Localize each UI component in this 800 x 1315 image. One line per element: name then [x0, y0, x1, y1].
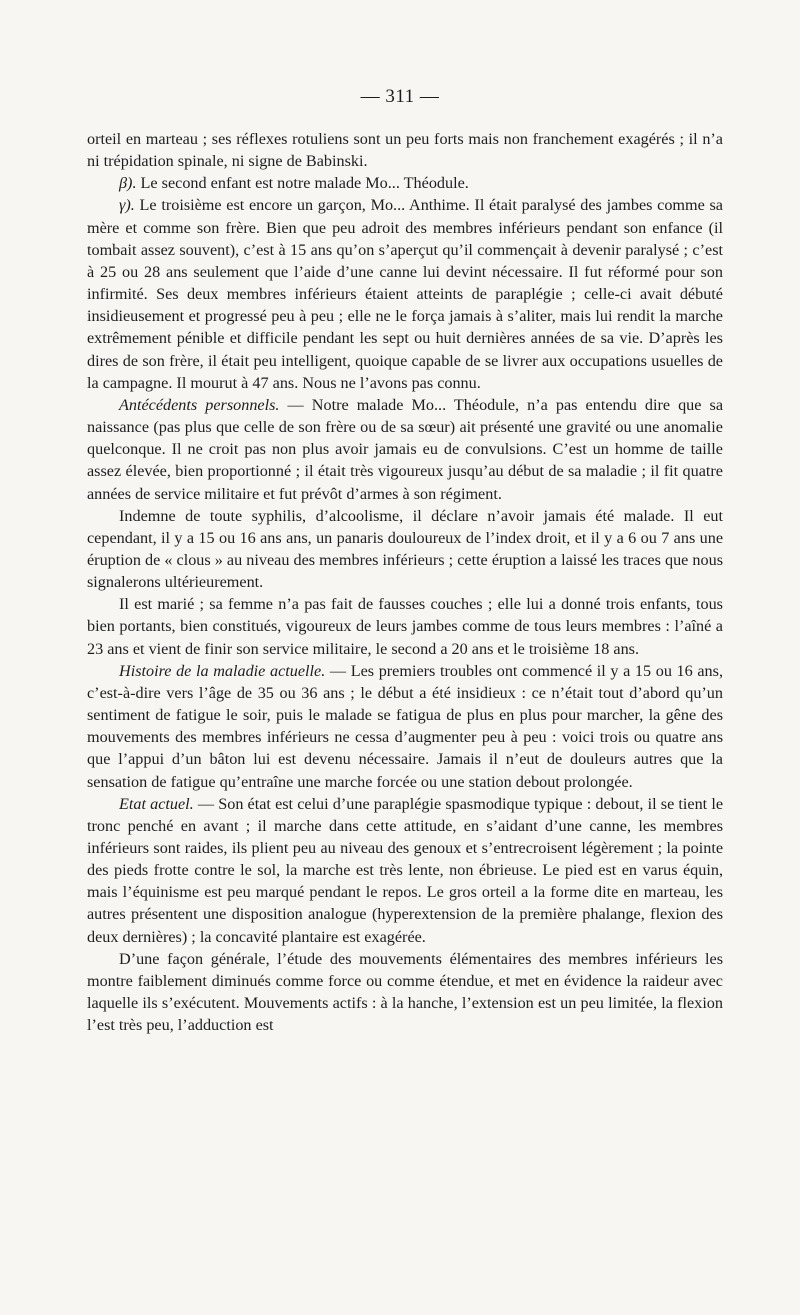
- paragraph-gamma: [87, 194, 723, 393]
- paragraph-movements: [87, 948, 723, 1037]
- paragraph-beta: [87, 172, 723, 194]
- paragraph-continuation: [87, 128, 723, 172]
- paragraph-current-state: [87, 793, 723, 948]
- body-text: [87, 128, 723, 1036]
- section-heading: Antécédents personnels.: [119, 395, 280, 414]
- page-number: — 311 —: [360, 86, 440, 107]
- paragraph-history: [87, 660, 723, 793]
- section-heading: Histoire de la maladie actuelle.: [119, 661, 326, 680]
- paragraph-text: — Notre malade Mo... Théodule, n’a pas entendu dire que sa naissance (pas plus que celle de son frère ou de sa sœur) ait présenté une gravité ou une anomalie quelconque. Il ne croit pas non plus avoir jamais eu de convulsions. C’est un homme de taille assez élevée, bien proportionné ; il était très vigoureux jusqu’au début de sa maladie ; il fit quatre années de service militaire et fut prévôt d’armes à son régiment.: [87, 395, 724, 503]
- paragraph-family: [87, 593, 723, 659]
- paragraph-text: — Son état est celui d’une paraplégie spasmodique typique : debout, il se tient le tronc penché en avant ; il marche dans cette attitude, en s’aidant d’une canne, les membres inférieurs sont raides, ils plient peu au niveau des genoux et s’entrecroisent légèrement ; la pointe des pieds frotte contre le sol, la marche est très lente, non ébrieuse. Le pied est en varus équin, mais l’équinisme est peu marqué pendant le repos. Le gros orteil a la forme dite en marteau, les autres présentent une disposition analogue (hyperextension de la première phalange, flexion des deux dernières) ; la concavité plantaire est exagérée.: [87, 794, 724, 946]
- paragraph-marker: γ).: [119, 196, 135, 215]
- paragraph-syphilis: [87, 505, 723, 594]
- paragraph-text: Indemne de toute syphilis, d’alcoolisme, il déclare n’avoir jamais été malade. Il eut cependant, il y a 15 ou 16 ans ans, un panaris douloureux de l’index droit, et il y a 6 ou 7 ans une éruption de « clous » au niveau des membres inférieurs ; cette éruption a laissé les traces que nous signalerons ultérieurement.: [87, 506, 723, 592]
- paragraph-text: orteil en marteau ; ses réflexes rotuliens sont un peu forts mais non franchement exagérés ; il n’a ni trépidation spinale, ni signe de Babinski.: [87, 130, 723, 171]
- paragraph-text: Le troisième est encore un garçon, Mo... Anthime. Il était paralysé des jambes comme sa mère et comme son frère. Bien que peu adroit des membres inférieurs pendant son enfance (il tombait assez souvent), c’est à 15 ans qu’on s’aperçut qu’il commençait à devenir paralysé ; c’est à 25 ou 28 ans seulement que l’aide d’une canne lui devint nécessaire. Il fut réformé pour son infirmité. Ses deux membres inférieurs étaient atteints de paraplégie ; celle-ci avait débuté insidieusement et progressé peu à peu ; elle ne le força jamais à s’aliter, mais lui rendit la marche extrêmement pénible et difficile pendant les sept ou huit dernières années de sa vie. D’après les dires de son frère, il était peu intelligent, quoique capable de se livrer aux occupations usuelles de la campagne. Il mourut à 47 ans. Nous ne l’avons pas connu.: [87, 196, 723, 392]
- paragraph-text: D’une façon générale, l’étude des mouvements élémentaires des membres inférieurs les montre faiblement diminués comme force ou comme étendue, et met en évidence la raideur avec laquelle ils s’exécutent. Mouvements actifs : à la hanche, l’extension est un peu limitée, la flexion l’est très peu, l’adduction est: [87, 949, 723, 1035]
- paragraph-text: Le second enfant est notre malade Mo... Théodule.: [136, 174, 469, 193]
- section-heading: Etat actuel.: [119, 794, 194, 813]
- paragraph-marker: β).: [119, 174, 137, 193]
- paragraph-antecedents: [87, 394, 723, 505]
- paragraph-text: — Les premiers troubles ont commencé il y a 15 ou 16 ans, c’est-à-dire vers l’âge de 35 ou 36 ans ; le début a été insidieux : ce n’était tout d’abord qu’un sentiment de fatigue le soir, puis le malade se fatigua de plus en plus pour marcher, la gêne des mouvements des membres inférieurs ne cessa d’augmenter peu à peu : voici trois ou quatre ans que l’appui d’un bâton lui est devenu nécessaire. Jamais il n’eut de douleurs autres que la sensation de fatigue qu’entraîne une marche forcée ou une station debout prolongée.: [87, 661, 723, 791]
- paragraph-text: Il est marié ; sa femme n’a pas fait de fausses couches ; elle lui a donné trois enfants, tous bien portants, bien constitués, vigoureux de leurs jambes comme de tous leurs membres : l’aîné a 23 ans et vient de finir son service militaire, le second a 20 ans et le troisième 18 ans.: [87, 595, 723, 658]
